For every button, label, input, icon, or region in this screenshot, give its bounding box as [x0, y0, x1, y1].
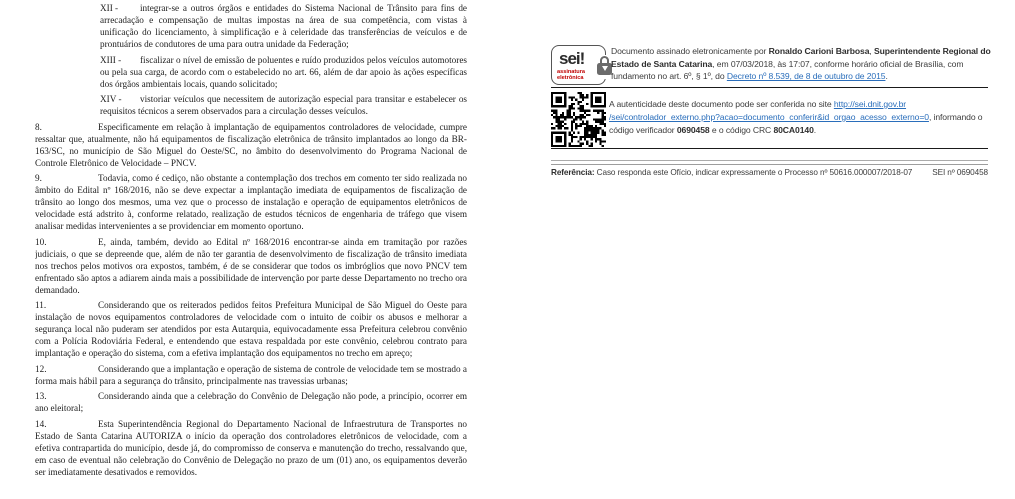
paragraph-label: 10. [35, 236, 47, 247]
paragraph-label: 13. [35, 391, 47, 401]
paragraph-text: Considerando ainda que a celebração do Convênio de Delegação não pode, a princípio, ocorrer em ano eleitoral; [35, 391, 467, 413]
footer-rule [551, 160, 988, 165]
paragraph-text: Especificamente em relação à implantação de equipamentos controladores de velocidade, cumpre ressaltar que, atualmente, não há equipamentos de fiscalização eletrônica de trânsito implantados ao longo da BR-163/SC, no município de São Miguel do Oeste/SC, no âmbito do desenvolvimento do Programa Nacional de Controle Eletrônico de Velocidade – PNCV. [35, 121, 467, 168]
doc-paragraph-9 [35, 172, 467, 232]
reference-text [551, 168, 912, 177]
doc-paragraph-xiv [100, 93, 467, 117]
verification-url-link-cont[interactable]: /sei/controlador_externo.php?acao=documento_conferir&id_orgao_acesso_externo=0 [609, 112, 929, 122]
paragraph-label: 14. [35, 418, 47, 429]
divider-line [551, 148, 988, 149]
authenticity-text: código verificador [609, 125, 677, 135]
authenticity-text: . [813, 125, 817, 135]
sei-number: SEI nº 0690458 [932, 168, 988, 177]
qr-code [551, 92, 606, 147]
paragraph-text: E, ainda, também, devido ao Edital nº 168/2016 encontrar-se ainda em tramitação por razões judiciais, o que se depreende que, além de não ter garantia de desenvolvimento de fiscalização de trânsito imediata nos trechos pelos motivos ora expostos, também, é de se considerar que todos os imbróglios que novo PNCV tem enfrentado são aptos a adiarem ainda mais a possibilidade de intervenção por parte desse Departamento no trecho ora demandado. [35, 236, 467, 295]
doc-paragraph-11 [35, 299, 467, 359]
sei-logo-subtitle [557, 69, 585, 81]
authenticity-line-3 [609, 124, 988, 137]
signer-title: Superintendente Regional do [874, 46, 991, 56]
seal-sub-line2: eletrônica [557, 75, 584, 82]
signature-text: . [885, 71, 888, 82]
doc-paragraph-xiii [100, 54, 467, 90]
doc-paragraph-13 [35, 390, 467, 414]
sei-signature-seal [551, 45, 606, 85]
decree-link[interactable]: Decreto nº 8.539, de 8 de outubro de 2015 [726, 71, 886, 82]
signature-line-2 [611, 58, 988, 71]
verification-url-link[interactable]: http://sei.dnit.gov.br [833, 99, 907, 109]
divider-line [551, 87, 988, 88]
sei-logo: sei! [559, 49, 585, 68]
signature-text: , [869, 46, 874, 56]
doc-paragraph-xii [100, 2, 467, 50]
authenticity-text: A autenticidade deste documento pode ser conferida no site [609, 99, 834, 109]
signer-name: Ronaldo Carioni Barbosa [768, 46, 870, 56]
doc-paragraph-12 [35, 363, 467, 387]
signer-title-cont: Estado de Santa Catarina [611, 58, 713, 69]
signature-block [551, 0, 991, 497]
paragraph-label: XIII - [100, 54, 122, 65]
authenticity-statement [609, 98, 988, 137]
paragraph-text: Todavia, como é cediço, não obstante a contemplação dos trechos em comento ter sido realizada no âmbito do Edital nº 168/2016, não se deve expectar a implantação imediata de equipamentos de fiscalização de trânsito ao longo dos mesmos, uma vez que o processo de instalação e operação de equipamentos eletrônicos de velocidade está adstrito à, conforme relatado, realização de estudos técnicos de engenharia de tráfego que visem analisar medidas intervenientes a se providenciar em momento oportuno. [35, 173, 467, 231]
doc-paragraph-14 [35, 418, 467, 478]
authenticity-text: , informando o [928, 112, 983, 122]
paragraph-text: Considerando que os reiterados pedidos feitos Prefeitura Municipal de São Miguel do Oeste para instalação de novos equipamentos controladores de velocidade com o intuito de coibir os abusos e melhorar a segurança local não puderam ser atendidos por esta Autarquia, equivocadamente essa Prefeitura celebrou convênio com a Polícia Rodoviária Federal, e entendendo que estava respaldada por este convênio, celebrou contrato para implantação e operação do sistema, com a efetiva implantação dos equipamentos no trecho em apreço; [35, 300, 467, 358]
paragraph-text: integrar-se a outros órgãos e entidades do Sistema Nacional de Trânsito para fins de arrecadação e compensação de multas impostas na área de sua competência, com vistas à unificação do licenciamento, à simplificação e à celeridade das transferências de veículos e de prontuários de condutores de uma para outra unidade da Federação; [100, 3, 467, 49]
paragraph-label: XII - [100, 3, 119, 13]
seal-sub-line1: assinatura [557, 69, 585, 75]
paragraph-text: vistoriar veículos que necessitem de autorização especial para transitar e estabelecer os requisitos técnicos a serem observados para a circulação desses veículos. [100, 94, 467, 116]
verifier-code: 0690458 [676, 125, 710, 135]
paragraph-text: Considerando que a implantação e operação de sistema de controle de velocidade tem se mostrado a forma mais hábil para a segurança do trânsito, principalmente nas travessias urbanas; [35, 363, 467, 386]
paragraph-label: 9. [35, 173, 42, 183]
paragraph-label: 12. [35, 363, 47, 374]
signature-text: Documento assinado eletronicamente por [611, 46, 769, 56]
signature-text: , em 07/03/2018, às 17:07, conforme horário oficial de Brasília, com [712, 58, 964, 69]
authenticity-text: e o código CRC [709, 125, 774, 135]
paragraph-label: 11. [35, 300, 47, 310]
doc-paragraph-10 [35, 236, 467, 296]
signature-statement [611, 45, 991, 83]
paragraph-text: Esta Superintendência Regional do Departamento Nacional de Infraestrutura de Transportes no Estado de Santa Catarina AUTORIZA o início da operação dos controladores eletrônicos de velocidade, com a efetiva contrapartida do município, desde já, do compromisso de conserva e manutenção do trecho, ressalvando que, em caso de eventual não celebração do Convênio de Delegação no prazo de um (01) ano, os equipamentos deverão ser imediatamente desativados e removidos. [35, 418, 467, 477]
paragraph-label: XIV - [100, 94, 122, 104]
authenticity-line-2 [609, 111, 988, 124]
signature-line-1 [611, 45, 991, 58]
doc-paragraph-8 [35, 121, 467, 169]
signature-line-3 [611, 70, 988, 83]
authenticity-line-1 [609, 98, 988, 111]
paragraph-text: fiscalizar o nível de emissão de poluentes e ruído produzidos pelos veículos automotores ou pela sua carga, de acordo com o estabelecido no art. 66, além de dar apoio às ações específicas dos órgãos ambientais locais, quando solicitado; [100, 54, 467, 89]
reference-row [551, 168, 988, 177]
reference-label: Referência: [551, 168, 595, 177]
paragraph-label: 8. [35, 121, 42, 132]
signature-text: fundamento no art. 6º, § 1º, do [611, 71, 727, 82]
reference-body: Caso responda este Ofício, indicar expressamente o Processo nº 50616.000007/2018-07 [594, 168, 913, 177]
document-body [35, 0, 467, 499]
crc-code: 80CA0140 [773, 125, 814, 135]
